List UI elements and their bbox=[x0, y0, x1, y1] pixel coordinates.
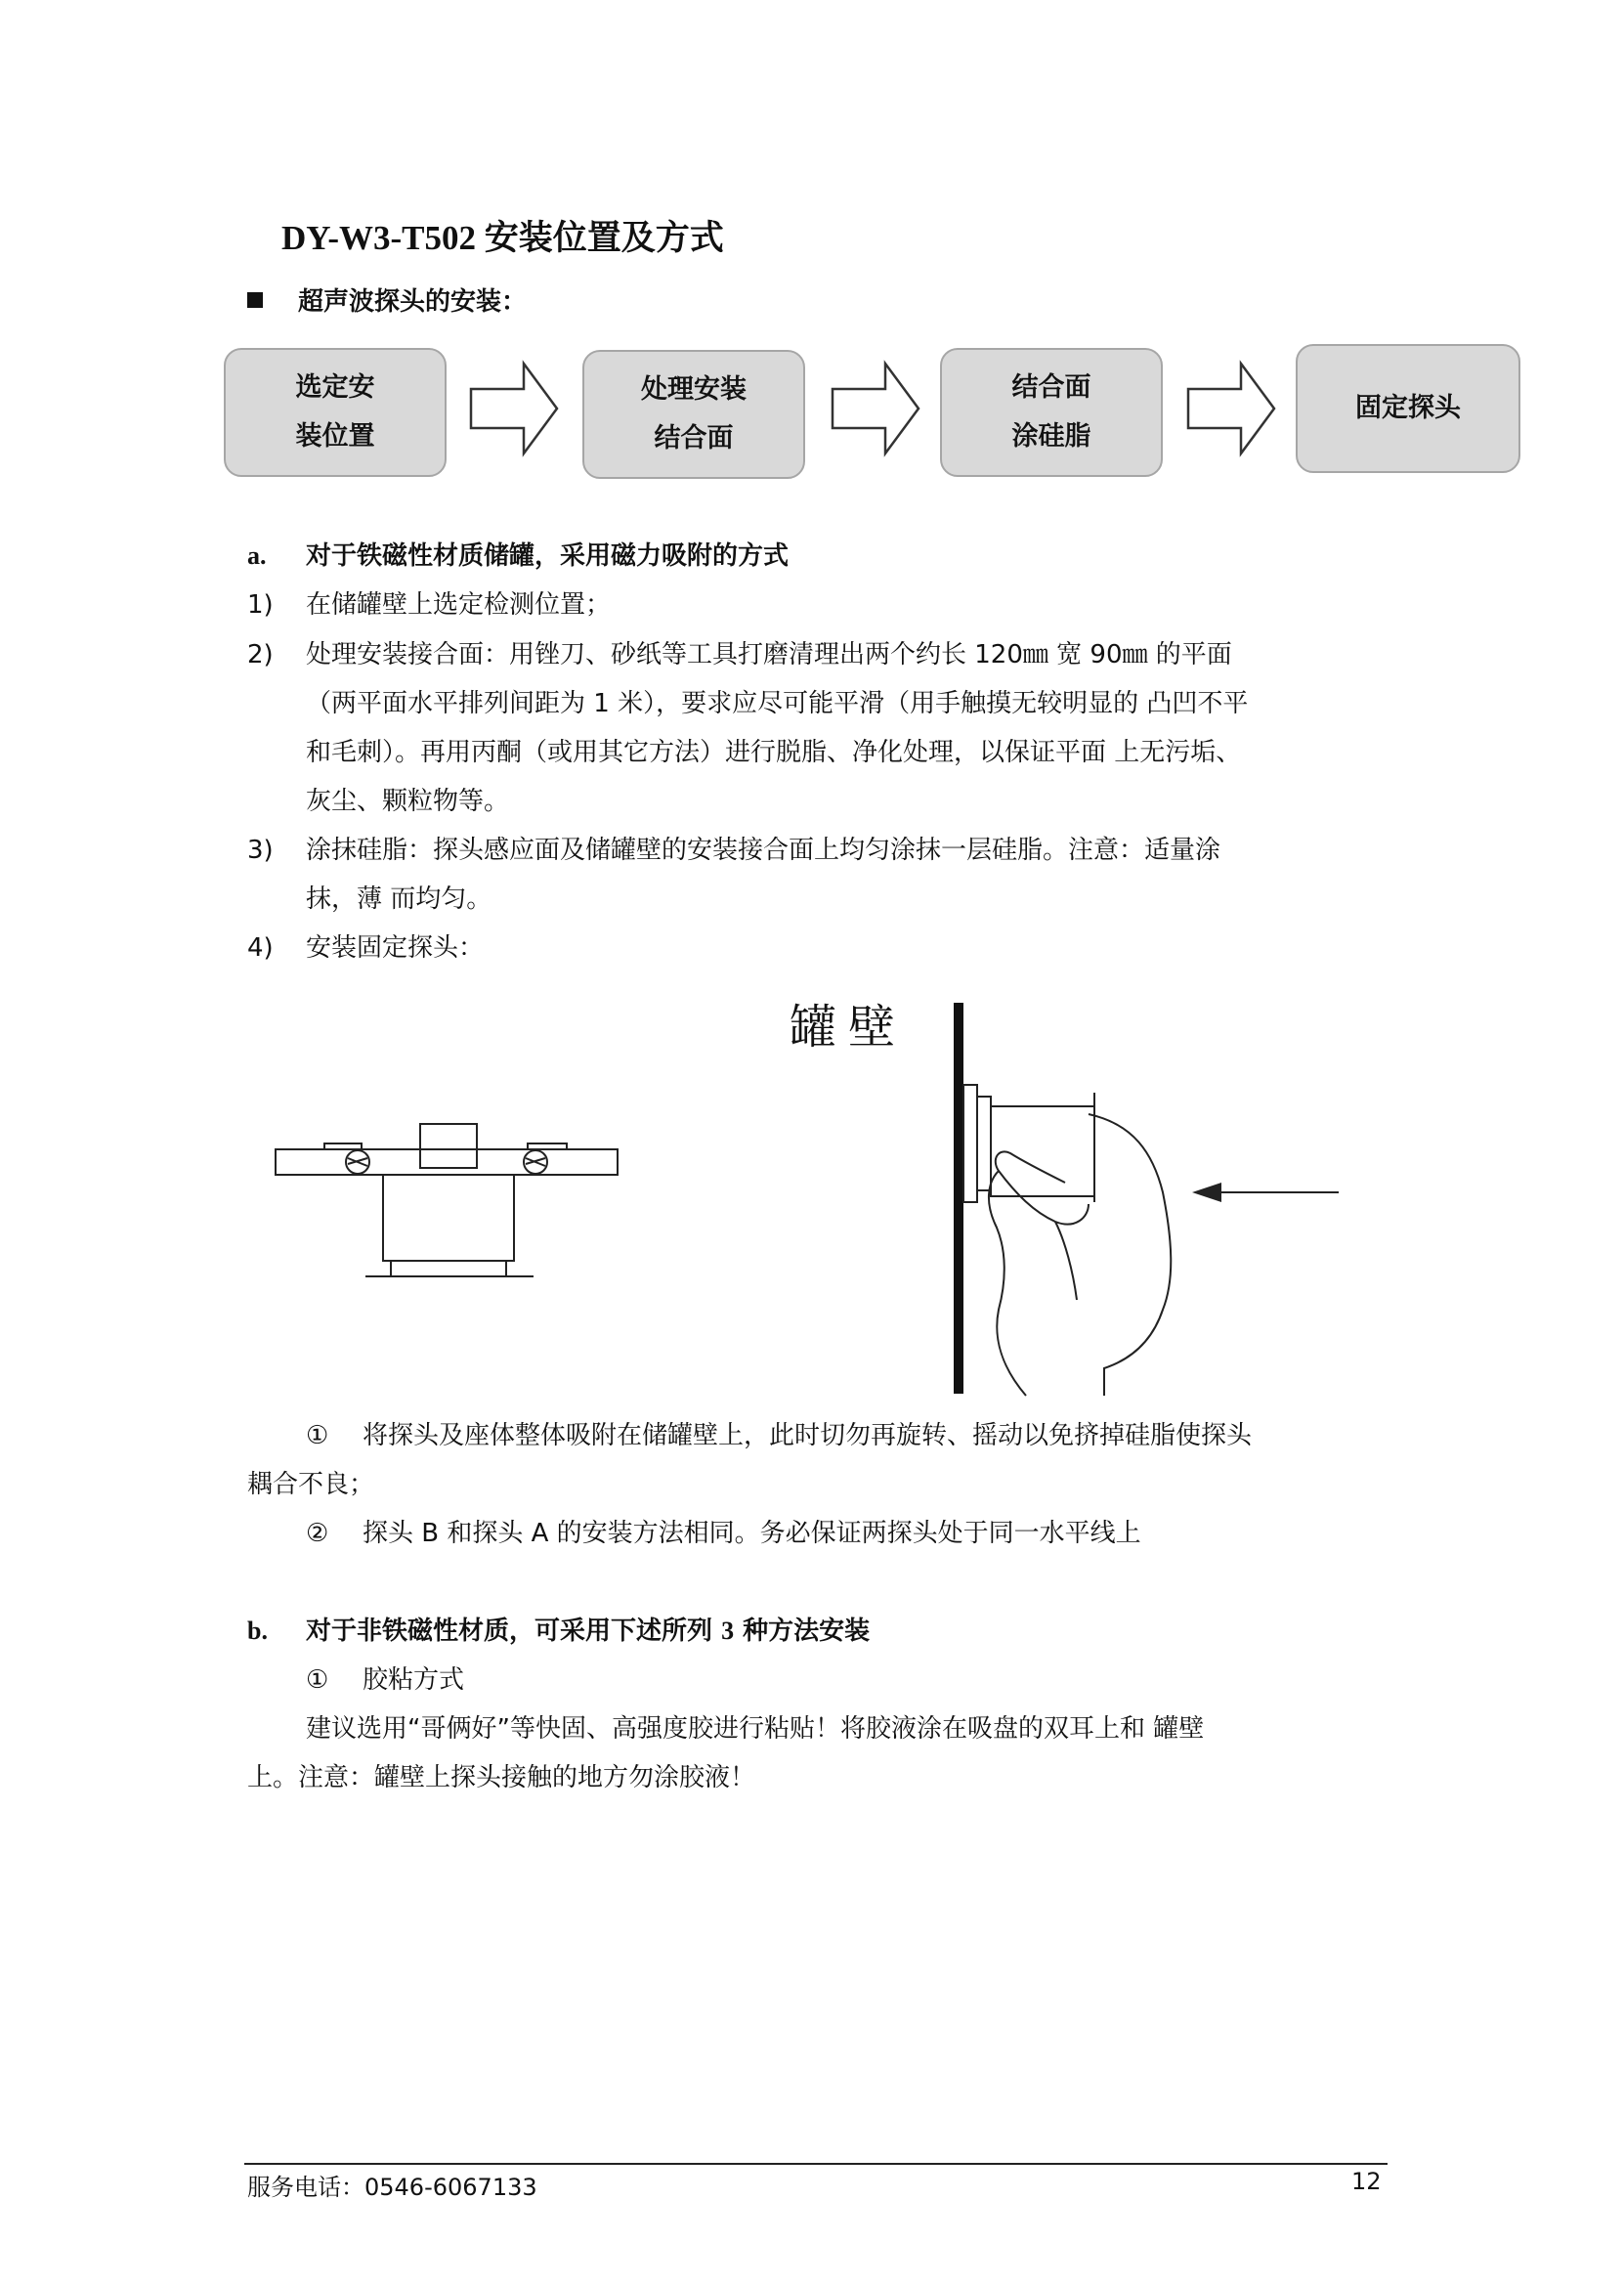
step-2 bbox=[247, 630, 1232, 679]
flow-step-3-line2: 涂硅脂 bbox=[1011, 421, 1091, 452]
step-number: 3) bbox=[247, 836, 274, 865]
tank-wall-label: 罐壁 bbox=[790, 1000, 908, 1055]
note-text: 探头 B 和探头 A 的安装方法相同。务必保证两探头处于同一水平线上 bbox=[363, 1519, 1141, 1548]
flow-step-2-line1: 处理安装 bbox=[641, 374, 747, 405]
step-text: 处理安装接合面：用锉刀、砂纸等工具打磨清理出两个约长 120㎜ 宽 90㎜ 的平面 bbox=[306, 640, 1232, 669]
step-2-line-2: （两平面水平排列间距为 1 米），要求应尽可能平滑（用手触摸无较明显的 凸凹不平 bbox=[306, 689, 1249, 718]
method-mark: ① bbox=[306, 1665, 329, 1695]
step-2-line-3: 和毛刺）。再用丙酮（或用其它方法）进行脱脂、净化处理，以保证平面 上无污垢、 bbox=[306, 738, 1242, 767]
note-mark: ① bbox=[306, 1421, 329, 1450]
step-text: 涂抹硅脂：探头感应面及储罐壁的安装接合面上均匀涂抹一层硅脂。注意：适量涂 bbox=[306, 836, 1221, 865]
note-2 bbox=[306, 1509, 1141, 1558]
flow-step-2-line2: 结合面 bbox=[654, 423, 734, 453]
section-b-heading-post: 种方法安装 bbox=[734, 1617, 871, 1646]
footer-phone: 服务电话：0546-6067133 bbox=[247, 2174, 537, 2201]
square-bullet-icon bbox=[247, 292, 263, 308]
step-3 bbox=[247, 826, 1220, 875]
page-title: DY-W3-T502 安装位置及方式 bbox=[281, 219, 724, 257]
note-text: 将探头及座体整体吸附在储罐壁上，此时切勿再旋转、摇动以免挤掉硅脂使探头 bbox=[363, 1421, 1253, 1450]
section-b-heading bbox=[247, 1607, 870, 1656]
step-text: 安装固定探头： bbox=[306, 933, 485, 963]
section-a-heading bbox=[247, 532, 789, 581]
flow-step-4 bbox=[1296, 344, 1520, 473]
section-heading-text: 超声波探头的安装： bbox=[298, 287, 528, 317]
step-1 bbox=[247, 581, 611, 629]
step-3-line-2: 抹，薄 而均匀。 bbox=[306, 884, 492, 914]
note-mark: ② bbox=[306, 1519, 329, 1548]
step-number: 4) bbox=[247, 933, 274, 963]
flow-arrow-icon bbox=[467, 360, 561, 457]
note-1-cont: 耦合不良； bbox=[247, 1470, 375, 1499]
flow-step-3 bbox=[940, 348, 1163, 477]
probe-mount-diagram bbox=[264, 1114, 635, 1300]
flow-step-1-line1: 选定安 bbox=[295, 372, 375, 403]
flow-step-3-line1: 结合面 bbox=[1011, 372, 1091, 403]
step-number: 2) bbox=[247, 640, 274, 669]
note-1 bbox=[306, 1411, 1252, 1460]
flow-step-2 bbox=[582, 350, 805, 479]
flow-step-1 bbox=[224, 348, 447, 477]
section-a-label: a. bbox=[247, 541, 267, 570]
method-desc-line-1: 建议选用“哥俩好”等快固、高强度胶进行粘贴！将胶液涂在吸盘的双耳上和 罐壁 bbox=[306, 1714, 1205, 1744]
flow-step-4-line1: 固定探头 bbox=[1355, 393, 1461, 423]
section-b-heading-pre: 对于非铁磁性材质，可采用下述所列 bbox=[306, 1617, 722, 1646]
flow-arrow-icon bbox=[1184, 360, 1278, 457]
section-b-heading-num: 3 bbox=[721, 1617, 735, 1645]
flow-arrow-icon bbox=[829, 360, 922, 457]
step-number: 1) bbox=[247, 590, 274, 620]
method-name: 胶粘方式 bbox=[363, 1665, 465, 1695]
step-4 bbox=[247, 924, 484, 972]
method-desc-line-2: 上。注意：罐壁上探头接触的地方勿涂胶液！ bbox=[247, 1763, 756, 1792]
flow-step-1-line2: 装位置 bbox=[295, 421, 375, 452]
page-number: 12 bbox=[1351, 2168, 1382, 2195]
method-1 bbox=[306, 1656, 464, 1704]
section-b-label: b. bbox=[247, 1617, 268, 1645]
footer-divider bbox=[244, 2163, 1388, 2165]
step-text: 在储罐壁上选定检测位置； bbox=[306, 590, 612, 620]
section-a-heading-text: 对于铁磁性材质储罐，采用磁力吸附的方式 bbox=[306, 541, 790, 571]
hand-install-diagram bbox=[909, 987, 1348, 1398]
section-heading bbox=[247, 281, 527, 318]
step-2-line-4: 灰尘、颗粒物等。 bbox=[306, 787, 510, 816]
